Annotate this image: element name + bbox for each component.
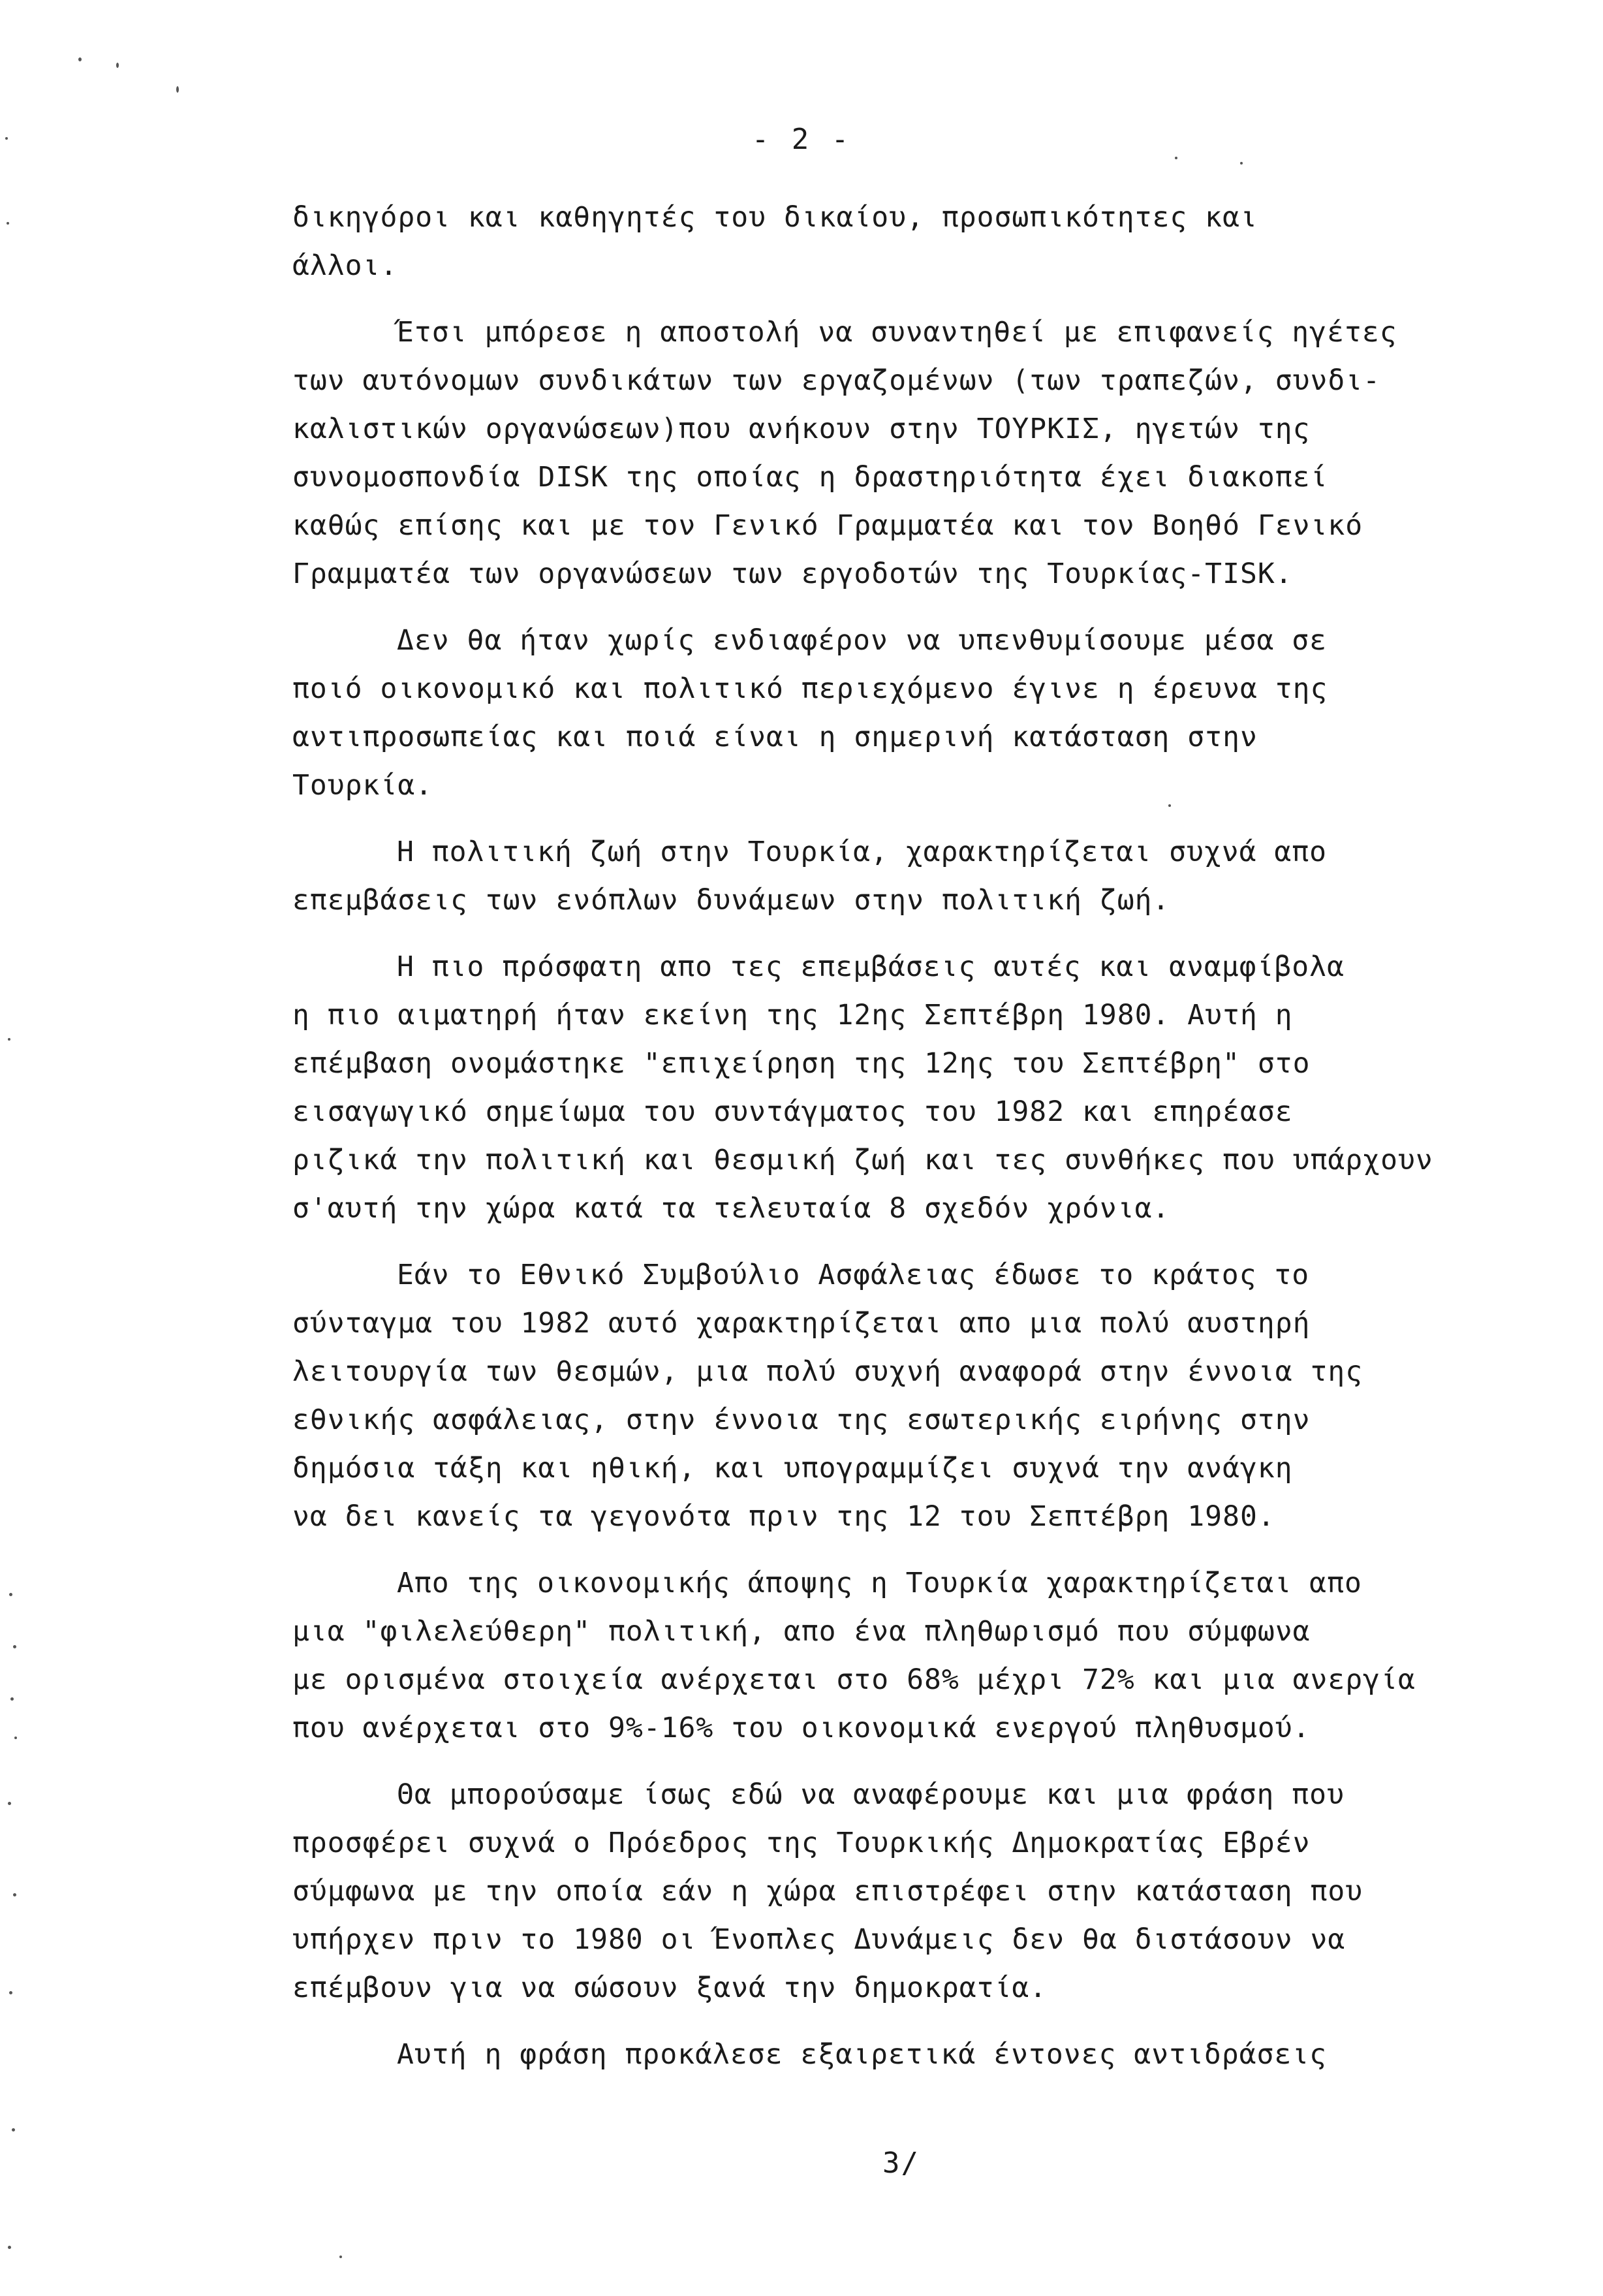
paragraph-6: Εάν το Εθνικό Συμβούλιο Ασφάλειας έδωσε το κράτος το σύνταγμα του 1982 αυτό χαρακτηρίζεται απο μια πολύ αυστηρή λειτουργία των θεσμών, μια πολύ συχνή αναφορά στην έννοια της εθνικής ασφάλειας, στην έννοια της εσωτερικής ειρήνης στην δημόσια τάξη και ηθική, και υπογραμμίζει συχνά την ανάγκη να δει κανείς τα γεγονότα πριν της 12 του Σεπτέβρη 1980. (292, 1259, 1363, 1533)
paragraph-7: Απο της οικονομικής άποψης η Τουρκία χαρακτηρίζεται απο μια "φιλελεύθερη" πολιτική, απο ένα πληθωρισμό που σύμφωνα με ορισμένα στοιχεία ανέρχεται στο 68% μέχρι 72% και μια ανεργία που ανέρχεται στο 9%-16% του οικονομικά ενεργού πληθυσμού. (292, 1567, 1416, 1744)
page-number: - 2 - (751, 123, 852, 156)
paragraph-8: Θα μπορούσαμε ίσως εδώ να αναφέρουμε και μια φράση που προσφέρει συχνά ο Πρόεδρος της Τουρκικής Δημοκρατίας Εβρέν σύμφωνα με την οποία εάν η χώρα επιστρέφει στην κατάσταση που υπήρχεν πριν το 1980 οι Ένοπλες Δυνάμεις δεν θα διστάσουν να επέμβουν για να σώσουν ξανά την δημοκρατία. (292, 1778, 1363, 2004)
paragraph-9: Αυτή η φράση προκάλεσε εξαιρετικά έντονες αντιδράσεις (397, 2038, 1328, 2071)
paragraph-4: Η πολιτική ζωή στην Τουρκία, χαρακτηρίζεται συχνά απο επεμβάσεις των ενόπλων δυνάμεων στην πολιτική ζωή. (292, 836, 1328, 917)
continuation-marker: 3/ (882, 2147, 920, 2180)
paragraph-5: Η πιο πρόσφατη απο τες επεμβάσεις αυτές και αναμφίβολα η πιο αιματηρή ήταν εκείνη της 12ης Σεπτέβρη 1980. Αυτή η επέμβαση ονομάστηκε "επιχείρηση της 12ης του Σεπτέβρη" στο εισαγωγικό σημείωμα του συντάγματος του 1982 και επηρέασε ριζικά την πολιτική και θεσμική ζωή και τες συνθήκες που υπάρχουν σ'αυτή την χώρα κατά τα τελευταία 8 σχεδόν χρόνια. (292, 951, 1433, 1225)
paragraph-3: Δεν θα ήταν χωρίς ενδιαφέρον να υπενθυμίσουμε μέσα σε ποιό οικονομικό και πολιτικό περιεχόμενο έγινε η έρευνα της αντιπροσωπείας και ποιά είναι η σημερινή κατάσταση στην Τουρκία. (292, 624, 1328, 802)
paragraph-2: Έτσι μπόρεσε η αποστολή να συναντηθεί με επιφανείς ηγέτες των αυτόνομων συνδικάτων των εργαζομένων (των τραπεζών, συνδι- καλιστικών οργανώσεων)που ανήκουν στην ΤΟΥΡΚΙΣ, ηγετών της συνομοσπονδία DISK της οποίας η δραστηριότητα έχει διακοπεί καθώς επίσης και με τον Γενικό Γραμματέα και τον Βοηθό Γενικό Γραμματέα των οργανώσεων των εργοδοτών της Τουρκίας-TISK. (292, 316, 1397, 590)
body-text (292, 193, 1572, 2097)
paragraph-1: δικηγόροι και καθηγητές του δικαίου, προσωπικότητες και άλλοι. (292, 201, 1258, 282)
